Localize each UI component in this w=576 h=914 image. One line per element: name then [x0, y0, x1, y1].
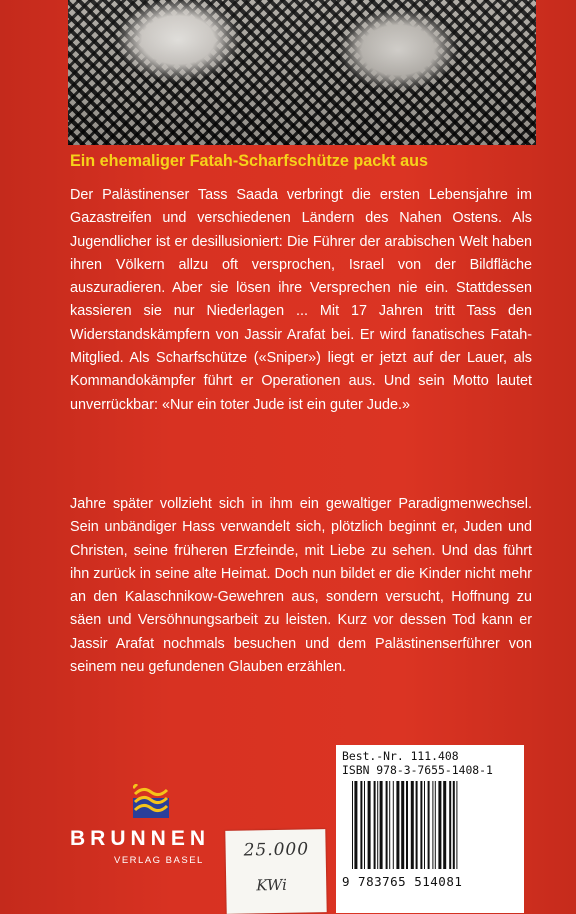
- isbn-text: ISBN 978-3-7655-1408-1: [342, 763, 493, 777]
- paragraph-2: Jahre später vollzieht sich in ihm ein gewaltiger Paradigmenwechsel. Sein unbändiger Hass verwandelt sich, plötzlich beginnt er, Juden und Christen, seine früheren Erzfeinde, mit Liebe zu sehen. Und das führt ihn zurück in seine alte Heimat. Doch nun bildet er die Kinder nicht mehr an den Kalaschnikow-Gewehren aus, sondern versucht, Hoffnung zu säen und Versöhnungsarbeit zu leisten. Kurz vor dessen Tod kann er Jassir Arafat nochmals besuchen und dem Palästinenserführer von seinem neu gefundenen Glauben erzählen.: [70, 496, 532, 676]
- paragraph-1: Der Palästinenser Tass Saada verbringt die ersten Lebensjahre im Gazastreifen und verschiedenen Ländern des Nahen Ostens. Als Jugendlicher ist er desillusioniert: Die Führer der arabischen Welt haben ihren Völkern allzu oft versprochen, Israel von der Bildfläche auszuradieren. Aber sie lösen ihre Versprechen nie ein. Stattdessen kassieren sie nur Niederlagen ... Mit 17 Jahren tritt Tass den Widerstandskämpfern von Jassir Arafat bei. Er wird fanatisches Fatah-Mitglied. Als Scharfschütze («Sniper») liegt er jetzt auf der Lauer, als Kommandokämpfer führt er Operationen aus. Und sein Motto lautet unverrückbar: «Nur ein toter Jude ist ein guter Jude.»: [70, 187, 532, 413]
- photo-shade: [68, 0, 536, 145]
- barcode-bars: [350, 781, 514, 869]
- brunnen-logo-icon: [133, 784, 169, 818]
- publisher-subtitle: VERLAG BASEL: [114, 855, 204, 866]
- publisher-name: BRUNNEN: [70, 827, 210, 850]
- price-sticker: [225, 829, 326, 914]
- barcode-digits: 9 783765 514081: [342, 874, 463, 889]
- order-number: Best.-Nr. 111.408: [342, 749, 459, 763]
- barcode-label: [336, 745, 524, 913]
- headline: Ein ehemaliger Fatah-Scharfschütze packt aus: [70, 152, 429, 170]
- cover-photo: [68, 0, 536, 145]
- initials-handwritten: KWi: [256, 875, 288, 895]
- price-handwritten: 25.000: [243, 839, 310, 861]
